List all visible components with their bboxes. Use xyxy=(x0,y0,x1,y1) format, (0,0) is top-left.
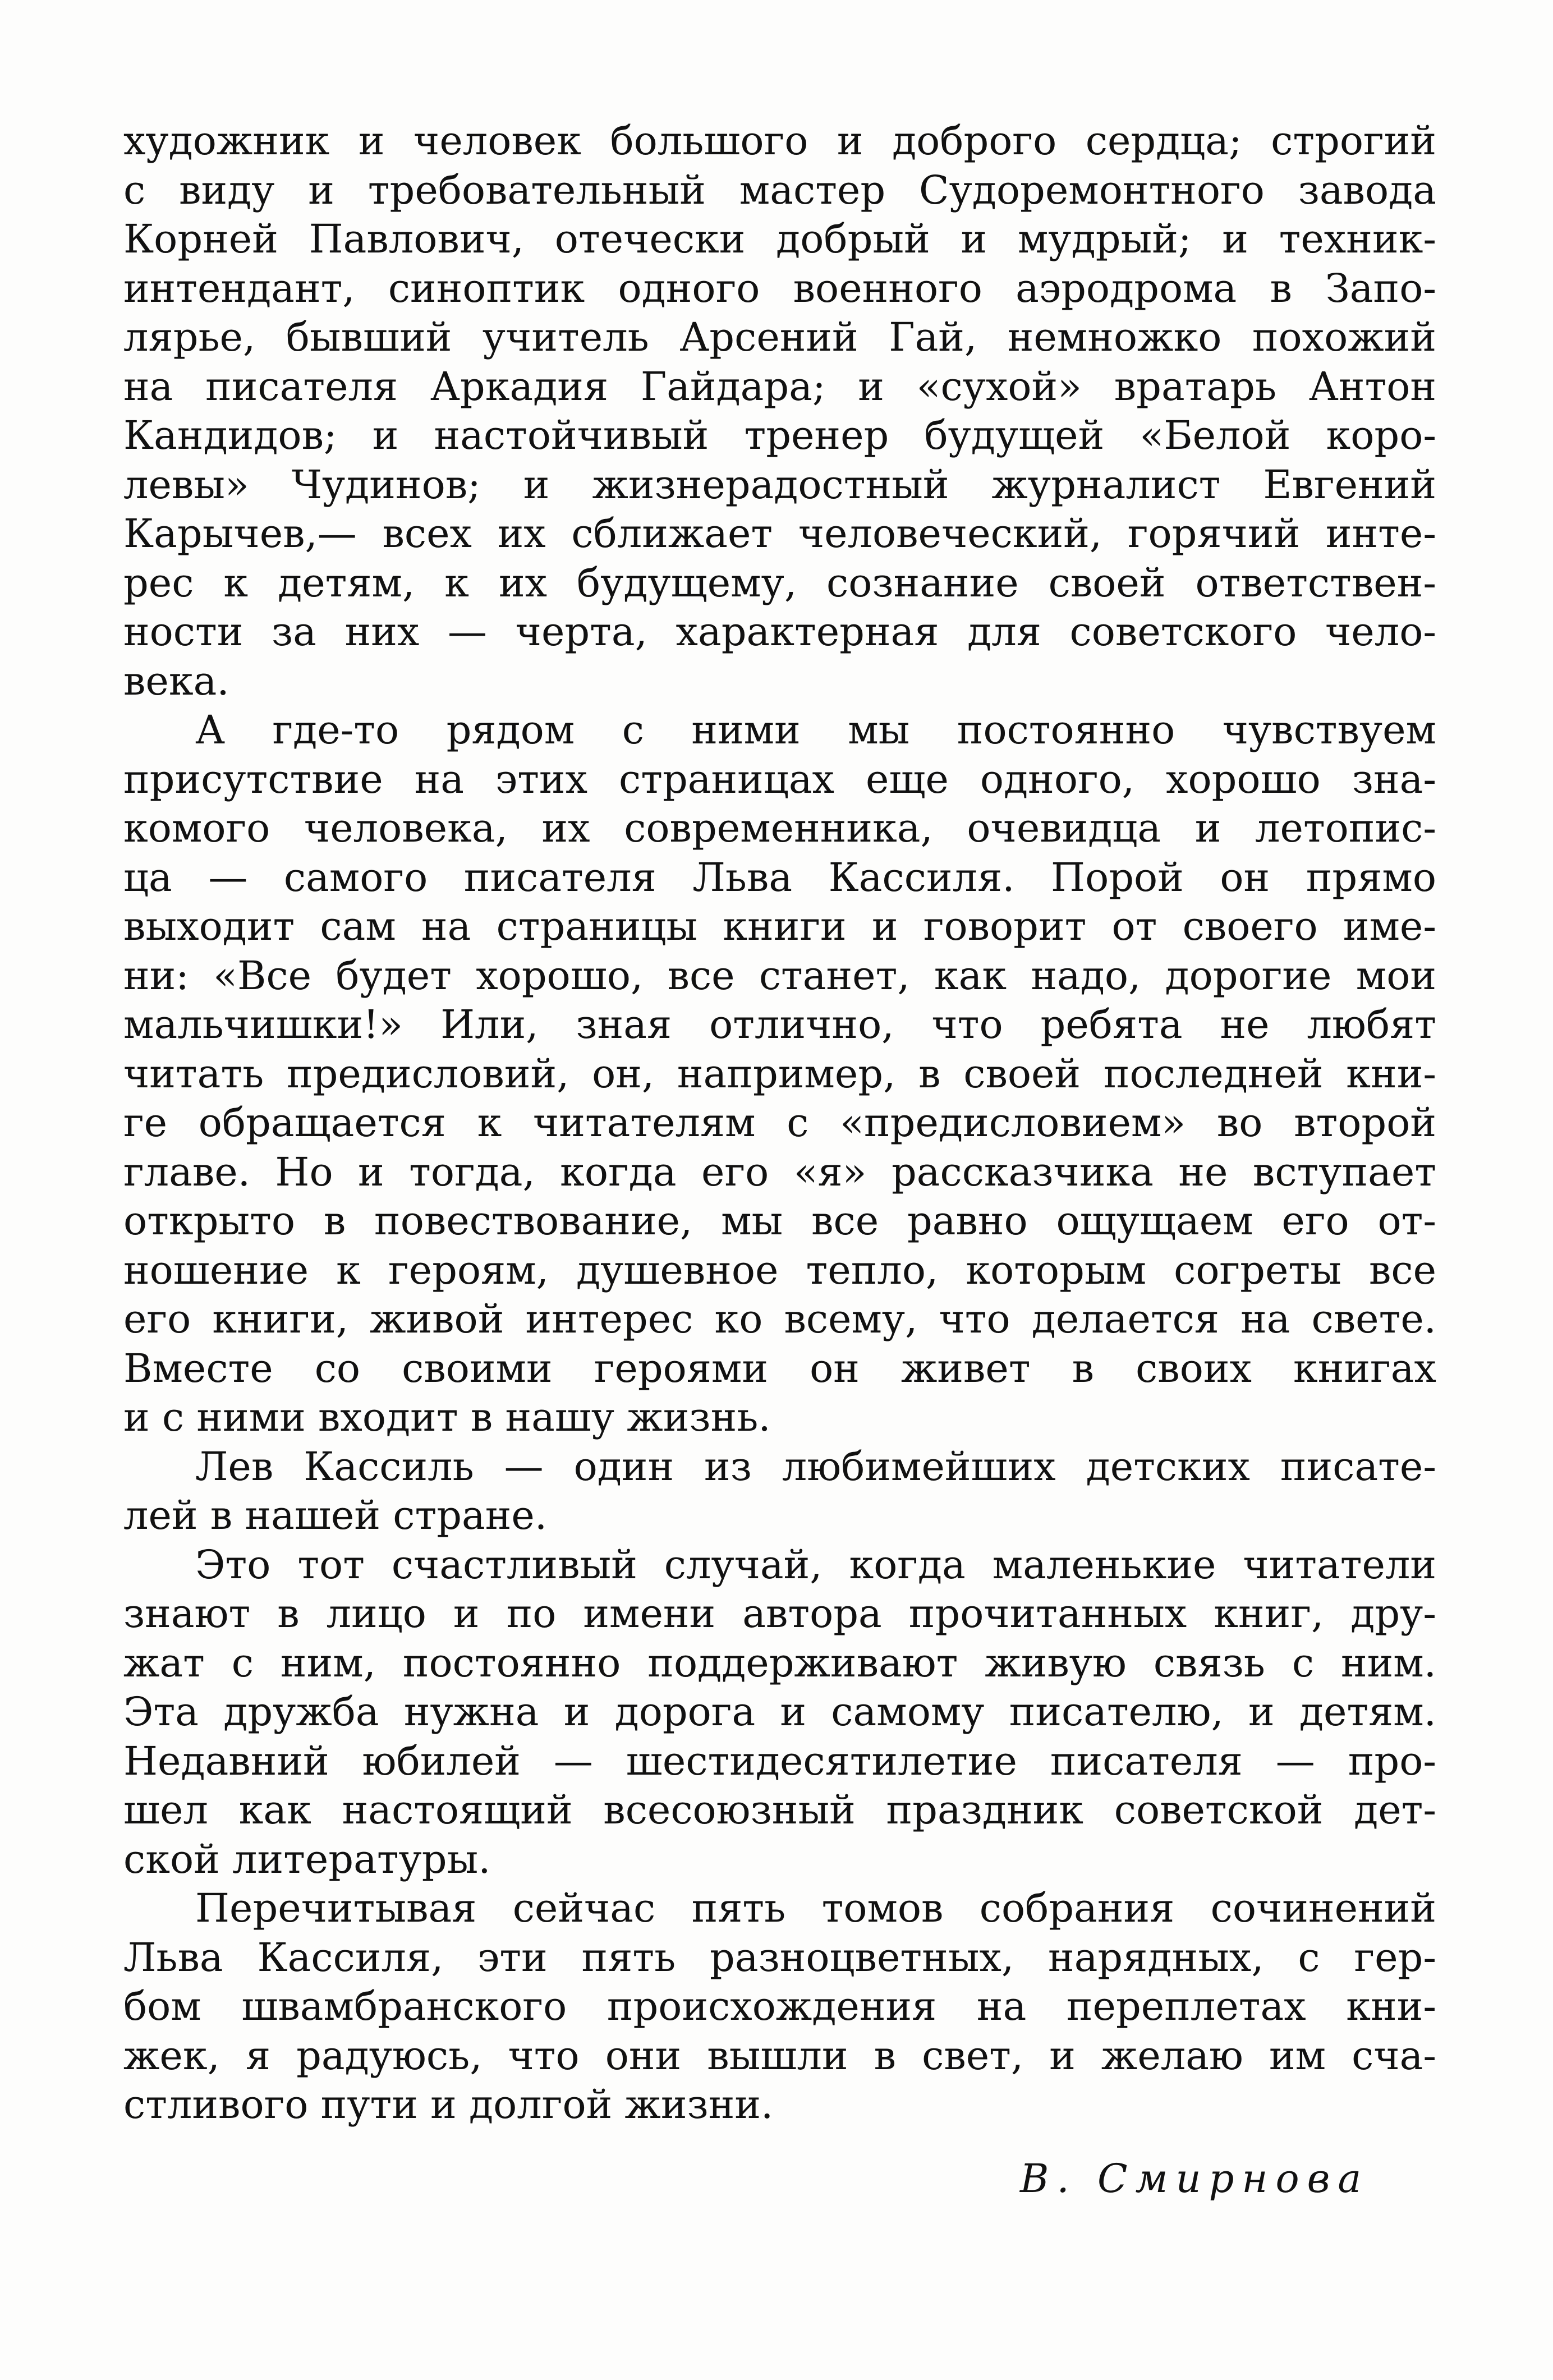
text-line: Льва Кассиля, эти пять разноцветных, нарядных, с гер- xyxy=(123,1934,1436,1981)
text-line: бом швамбранского происхождения на переплетах кни- xyxy=(123,1983,1436,2029)
paragraph xyxy=(123,706,1436,1442)
text-line: выходит сам на страницы книги и говорит от своего име- xyxy=(123,903,1436,949)
text-line: интендант, синоптик одного военного аэродрома в Запо- xyxy=(123,265,1436,311)
text-line: ге обращается к читателям с «предисловием» во второй xyxy=(123,1100,1436,1146)
text-line: левы» Чудинов; и жизнерадостный журналист Евгений xyxy=(123,461,1436,508)
text-line: главе. Но и тогда, когда его «я» рассказчика не вступает xyxy=(123,1148,1436,1195)
text-line: шел как настоящий всесоюзный праздник советской дет- xyxy=(123,1787,1436,1833)
text-line: художник и человек большого и доброго сердца; строгий xyxy=(123,118,1436,164)
author-signature: В. Смирнова xyxy=(1020,2156,1370,2202)
text-line: знают в лицо и по имени автора прочитанных книг, дру- xyxy=(123,1591,1436,1637)
text-line: и с ними входит в нашу жизнь. xyxy=(123,1394,771,1440)
text-line: Карычев,— всех их сближает человеческий, горячий инте- xyxy=(123,511,1436,557)
text-line: лярье, бывший учитель Арсений Гай, немножко похожий xyxy=(123,314,1436,360)
text-line: Кандидов; и настойчивый тренер будущей «Белой коро- xyxy=(123,412,1436,458)
text-line: его книги, живой интерес ко всему, что делается на свете. xyxy=(123,1296,1436,1342)
paragraph xyxy=(123,1884,1436,2130)
text-line: лей в нашей стране. xyxy=(123,1492,548,1538)
paragraph xyxy=(123,117,1436,706)
text-line: ской литературы. xyxy=(123,1836,491,1882)
text-line: Корней Павлович, отечески добрый и мудрый; и техник- xyxy=(123,216,1436,262)
text-line: на писателя Аркадия Гайдара; и «сухой» вратарь Антон xyxy=(123,363,1436,410)
text-line: с виду и требовательный мастер Судоремонтного завода xyxy=(123,167,1436,213)
text-line: присутствие на этих страницах еще одного, хорошо зна- xyxy=(123,756,1436,802)
text-line: мальчишки!» Или, зная отлично, что ребята не любят xyxy=(123,1001,1436,1047)
text-line: жат с ним, постоянно поддерживают живую связь с ним. xyxy=(123,1639,1436,1686)
paragraph xyxy=(123,1541,1436,1885)
text-line: Лев Кассиль — один из любимейших детских писате- xyxy=(195,1443,1436,1490)
text-line: Перечитывая сейчас пять томов собрания сочинений xyxy=(195,1885,1436,1931)
text-line: читать предисловий, он, например, в своей последней кни- xyxy=(123,1050,1436,1097)
text-line: ности за них — черта, характерная для советского чело- xyxy=(123,609,1436,655)
text-line: Недавний юбилей — шестидесятилетие писателя — про- xyxy=(123,1738,1436,1784)
text-line: Вместе со своими героями он живет в своих книгах xyxy=(123,1345,1436,1391)
body-text xyxy=(123,117,1436,2130)
text-line: ношение к героям, душевное тепло, которым согреты все xyxy=(123,1247,1436,1293)
text-line: А где-то рядом с ними мы постоянно чувствуем xyxy=(195,707,1436,753)
text-line: века. xyxy=(123,658,229,704)
text-line: жек, я радуюсь, что они вышли в свет, и желаю им сча- xyxy=(123,2032,1436,2079)
text-line: стливого пути и долгой жизни. xyxy=(123,2082,774,2128)
text-line: открыто в повествование, мы все равно ощущаем его от- xyxy=(123,1198,1436,1244)
text-line: Это тот счастливый случай, когда маленькие читатели xyxy=(195,1541,1436,1588)
text-line: Эта дружба нужна и дорога и самому писателю, и детям. xyxy=(123,1689,1436,1735)
text-line: комого человека, их современника, очевидца и летопис- xyxy=(123,805,1436,851)
text-line: ни: «Все будет хорошо, все станет, как надо, дорогие мои xyxy=(123,952,1436,999)
text-line: ца — самого писателя Льва Кассиля. Порой он прямо xyxy=(123,854,1436,900)
paragraph xyxy=(123,1442,1436,1541)
text-line: рес к детям, к их будущему, сознание своей ответствен- xyxy=(123,559,1436,606)
